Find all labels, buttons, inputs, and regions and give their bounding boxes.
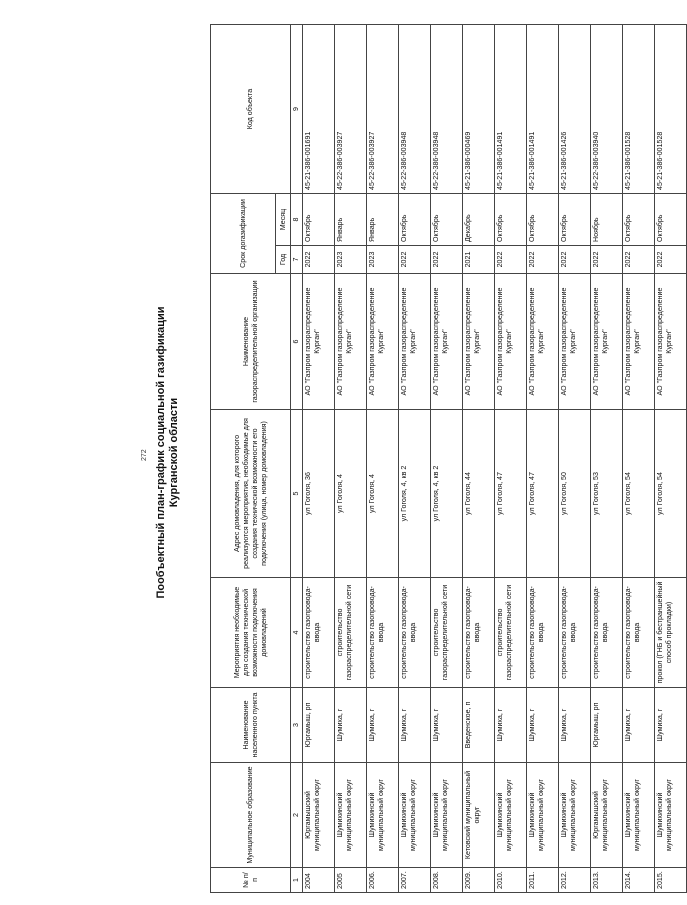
year-cell: 2022 [527, 246, 559, 274]
year-cell: 2022 [591, 246, 623, 274]
object-code-cell: 45-22-386-003927 [367, 25, 399, 194]
municipality-cell: Шумихинский муниципальный округ [399, 763, 431, 868]
row-num: 2013. [591, 868, 623, 893]
header-address: Адрес домовладения, для которого реализуются мероприятия, необходимые для создания технической возможности его подключения (улица, номер домовладения) [211, 410, 291, 578]
column-number: 8 [291, 194, 303, 246]
table-body [303, 25, 687, 893]
organization-cell: АО "Газпром газораспределение Курган" [335, 274, 367, 410]
column-number: 7 [291, 246, 303, 274]
row-num: 2011. [527, 868, 559, 893]
settlement-cell: Шумиха, г [495, 688, 527, 763]
month-cell: Январь [367, 194, 399, 246]
measure-cell: строительство газопровода-ввода [399, 578, 431, 688]
row-num: 2010. [495, 868, 527, 893]
year-cell: 2022 [559, 246, 591, 274]
year-cell: 2022 [431, 246, 463, 274]
measure-cell: строительство газопровода-ввода [591, 578, 623, 688]
table-row [367, 25, 399, 893]
address-cell: ул Гоголя, 50 [559, 410, 591, 578]
row-num: 2007. [399, 868, 431, 893]
settlement-cell: Шумиха, г [655, 688, 687, 763]
table-row [335, 25, 367, 893]
year-cell: 2022 [399, 246, 431, 274]
address-cell: ул Гоголя, 47 [495, 410, 527, 578]
header-deadline: Срок догазификации [211, 194, 276, 274]
header-measures: Мероприятия необходимые для создания технической возможности подключения домовладений [211, 578, 291, 688]
measure-cell: строительство газопровода-ввода [303, 578, 335, 688]
object-code-cell: 45-22-386-003940 [591, 25, 623, 194]
column-number: 3 [291, 688, 303, 763]
measure-cell: строительство газопровода-ввода [527, 578, 559, 688]
address-cell: ул Гоголя, 4, кв 2 [431, 410, 463, 578]
address-cell: ул Гоголя, 53 [591, 410, 623, 578]
address-cell: ул Гоголя, 4 [335, 410, 367, 578]
municipality-cell: Шумихинский муниципальный округ [527, 763, 559, 868]
organization-cell: АО "Газпром газораспределение Курган" [399, 274, 431, 410]
organization-cell: АО "Газпром газораспределение Курган" [367, 274, 399, 410]
month-cell: Октябрь [495, 194, 527, 246]
header-month: Месяц [276, 194, 291, 246]
header-settlement: Наименование населенного пункта [211, 688, 291, 763]
row-num: 2005 [335, 868, 367, 893]
year-cell: 2023 [367, 246, 399, 274]
settlement-cell: Шумиха, г [559, 688, 591, 763]
object-code-cell: 45-22-386-003948 [399, 25, 431, 194]
measure-cell: строительство газопровода-ввода [367, 578, 399, 688]
organization-cell: АО "Газпром газораспределение Курган" [495, 274, 527, 410]
settlement-cell: Шумиха, г [335, 688, 367, 763]
settlement-cell: Юргамыш, рп [303, 688, 335, 763]
month-cell: Октябрь [431, 194, 463, 246]
municipality-cell: Шумихинский муниципальный округ [559, 763, 591, 868]
address-cell: ул Гоголя, 54 [623, 410, 655, 578]
table-row [527, 25, 559, 893]
address-cell: ул Гоголя, 44 [463, 410, 495, 578]
page-number: 272 [141, 449, 148, 461]
month-cell: Октябрь [399, 194, 431, 246]
row-num: 2012. [559, 868, 591, 893]
column-number: 9 [291, 25, 303, 194]
row-num: 2009. [463, 868, 495, 893]
municipality-cell: Шумихинский муниципальный округ [431, 763, 463, 868]
header-code: Код объекта [211, 25, 291, 194]
year-cell: 2021 [463, 246, 495, 274]
organization-cell: АО "Газпром газораспределение Курган" [655, 274, 687, 410]
header-year: Год [276, 246, 291, 274]
object-code-cell: 45-21-386-001691 [303, 25, 335, 194]
municipality-cell: Шумихинский муниципальный округ [495, 763, 527, 868]
table-row [495, 25, 527, 893]
column-number: 1 [291, 868, 303, 893]
column-number-row [291, 25, 303, 893]
table-row [623, 25, 655, 893]
column-number: 5 [291, 410, 303, 578]
year-cell: 2022 [495, 246, 527, 274]
organization-cell: АО "Газпром газораспределение Курган" [431, 274, 463, 410]
settlement-cell: Шумиха, г [431, 688, 463, 763]
measure-cell: строительство газораспределительной сети [335, 578, 367, 688]
row-num: 2008. [431, 868, 463, 893]
table-row [463, 25, 495, 893]
measure-cell: строительство газораспределительной сети [495, 578, 527, 688]
month-cell: Январь [335, 194, 367, 246]
measure-cell: строительство газопровода-ввода [623, 578, 655, 688]
table-row [655, 25, 687, 893]
row-num: 2014. [623, 868, 655, 893]
table-row [559, 25, 591, 893]
municipality-cell: Кетовский муниципальный округ [463, 763, 495, 868]
month-cell: Октябрь [527, 194, 559, 246]
header-organization: Наименование газораспределительной организации [211, 274, 291, 410]
table-row [399, 25, 431, 893]
object-code-cell: 45-21-386-000469 [463, 25, 495, 194]
settlement-cell: Шумиха, г [527, 688, 559, 763]
municipality-cell: Шумихинский муниципальный округ [335, 763, 367, 868]
column-number: 6 [291, 274, 303, 410]
measure-cell: прокол (ГНБ и бестраншейный способ прокладки) [655, 578, 687, 688]
measure-cell: строительство газораспределительной сети [431, 578, 463, 688]
municipality-cell: Шумихинский муниципальный округ [655, 763, 687, 868]
month-cell: Октябрь [303, 194, 335, 246]
address-cell: ул Гоголя, 47 [527, 410, 559, 578]
table-row [303, 25, 335, 893]
document-title: Пообъектный план-график социальной газификации [155, 306, 167, 599]
measure-cell: строительство газопровода-ввода [559, 578, 591, 688]
settlement-cell: Введенское, п [463, 688, 495, 763]
organization-cell: АО "Газпром газораспределение Курган" [591, 274, 623, 410]
row-num: 2006. [367, 868, 399, 893]
year-cell: 2022 [303, 246, 335, 274]
settlement-cell: Шумиха, г [367, 688, 399, 763]
address-cell: ул Гоголя, 4 [367, 410, 399, 578]
month-cell: Октябрь [655, 194, 687, 246]
month-cell: Октябрь [559, 194, 591, 246]
gasification-table [210, 24, 687, 893]
year-cell: 2022 [623, 246, 655, 274]
column-number: 4 [291, 578, 303, 688]
header-municipality: Муниципальное образование [211, 763, 291, 868]
settlement-cell: Шумиха, г [399, 688, 431, 763]
object-code-cell: 45-21-386-001528 [623, 25, 655, 194]
document-subtitle: Курганской области [168, 397, 180, 508]
object-code-cell: 45-21-386-001528 [655, 25, 687, 194]
object-code-cell: 45-21-386-001491 [527, 25, 559, 194]
municipality-cell: Шумихинский муниципальный округ [367, 763, 399, 868]
year-cell: 2022 [655, 246, 687, 274]
object-code-cell: 45-22-386-003927 [335, 25, 367, 194]
municipality-cell: Юргамышский муниципальный округ [303, 763, 335, 868]
municipality-cell: Юргамышский муниципальный округ [591, 763, 623, 868]
organization-cell: АО "Газпром газораспределение Курган" [623, 274, 655, 410]
month-cell: Ноябрь [591, 194, 623, 246]
measure-cell: строительство газопровода-ввода [463, 578, 495, 688]
address-cell: ул Гоголя, 54 [655, 410, 687, 578]
year-cell: 2023 [335, 246, 367, 274]
organization-cell: АО "Газпром газораспределение Курган" [463, 274, 495, 410]
municipality-cell: Шумихинский муниципальный округ [623, 763, 655, 868]
row-num: 2015. [655, 868, 687, 893]
table-row [591, 25, 623, 893]
organization-cell: АО "Газпром газораспределение Курган" [303, 274, 335, 410]
address-cell: ул Гоголя, 36 [303, 410, 335, 578]
object-code-cell: 45-22-386-003948 [431, 25, 463, 194]
settlement-cell: Юргамыш, рп [591, 688, 623, 763]
table-row [431, 25, 463, 893]
address-cell: ул Гоголя, 4, кв 2 [399, 410, 431, 578]
object-code-cell: 45-21-386-001491 [495, 25, 527, 194]
row-num: 2004 [303, 868, 335, 893]
object-code-cell: 45-21-386-001426 [559, 25, 591, 194]
column-number: 2 [291, 763, 303, 868]
header-num: № п/п [211, 868, 291, 893]
settlement-cell: Шумиха, г [623, 688, 655, 763]
month-cell: Декабрь [463, 194, 495, 246]
organization-cell: АО "Газпром газораспределение Курган" [559, 274, 591, 410]
month-cell: Октябрь [623, 194, 655, 246]
organization-cell: АО "Газпром газораспределение Курган" [527, 274, 559, 410]
